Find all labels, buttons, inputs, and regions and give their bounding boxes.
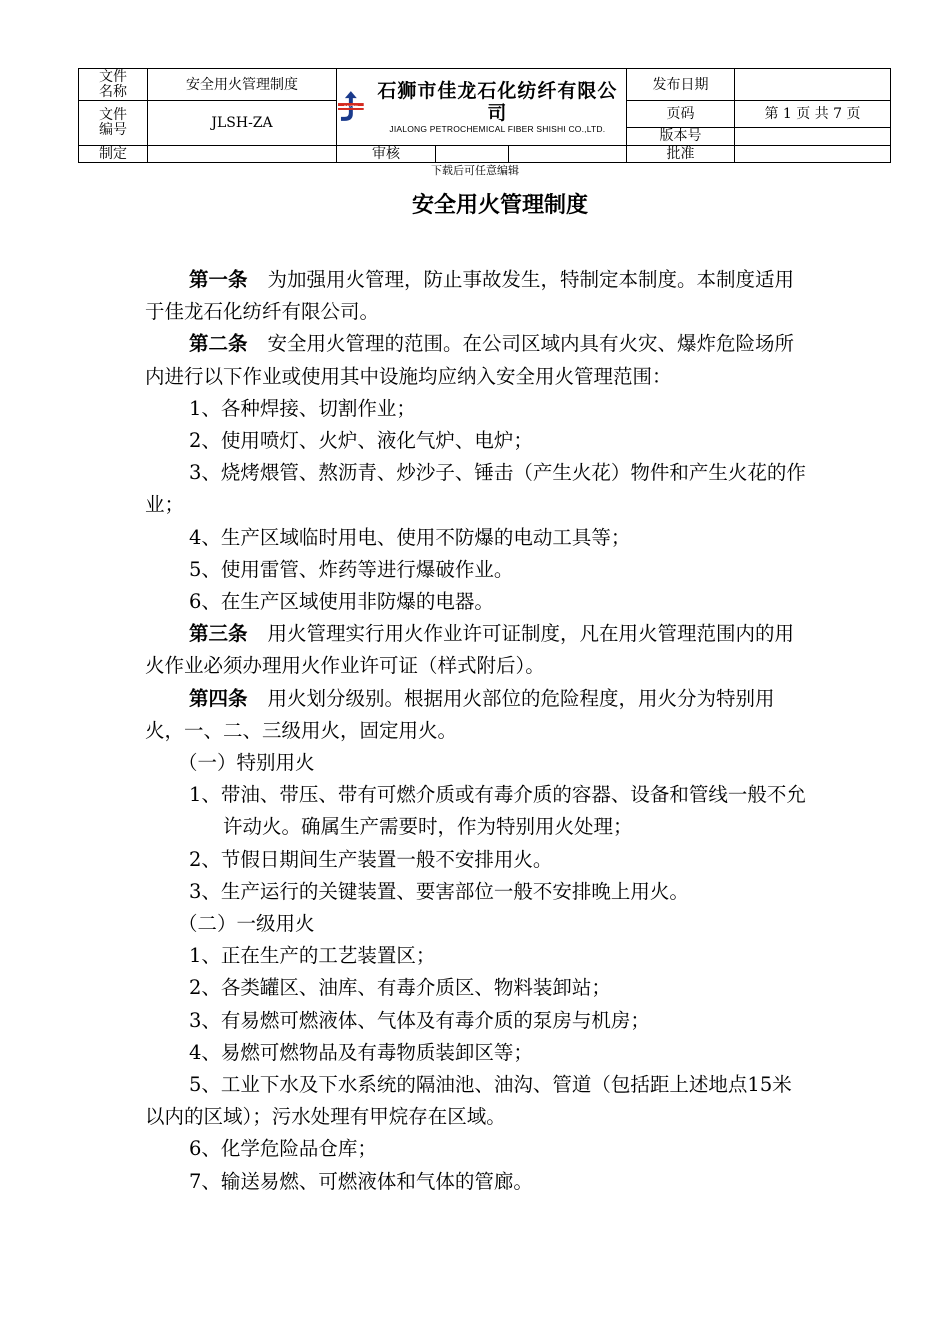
article-4-heading: 第四条 xyxy=(189,686,248,710)
logo-text: JIALONG xyxy=(343,104,359,109)
approve-value xyxy=(735,146,891,163)
list-item: 5、工业下水及下水系统的隔油池、油沟、管道（包括距上述地点15米以内的区域）；污水处理有甲烷存在区域。 xyxy=(145,1073,792,1129)
list-item: 3、有易燃可燃液体、气体及有毒介质的泵房与机房； xyxy=(189,1008,650,1032)
list-item: 6、在生产区域使用非防爆的电器。 xyxy=(189,590,494,614)
article-1 xyxy=(145,264,807,328)
company-logo xyxy=(337,70,626,144)
list-item: 1、带油、带压、带有可燃介质或有毒介质的容器、设备和管线一般不允许动火。确属生产需要时，作为特别用火处理； xyxy=(189,783,806,839)
doc-name-value: 安全用火管理制度 xyxy=(148,69,337,101)
review-cell xyxy=(337,146,627,163)
list-item: 3、生产运行的关键装置、要害部位一般不安排晚上用火。 xyxy=(189,879,689,903)
list-item: 7、输送易燃、可燃液体和气体的管廊。 xyxy=(189,1169,533,1193)
article-2-text: 安全用火管理的范围。在公司区域内具有火灾、爆炸危险场所内进行以下作业或使用其中设施均应纳入安全用火管理范围： xyxy=(145,332,795,388)
version-value xyxy=(735,128,890,145)
made-by-value xyxy=(148,146,337,163)
document-title xyxy=(0,188,950,219)
company-name-en: JIALONG PETROCHEMICAL FIBER SHISHI CO.,LTD. xyxy=(389,123,606,134)
page-version-labels xyxy=(627,101,735,146)
article-1-text: 为加强用火管理，防止事故发生，特制定本制度。本制度适用于佳龙石化纺纤有限公司。 xyxy=(145,268,795,324)
article-2 xyxy=(145,328,807,392)
release-date-value xyxy=(735,69,891,101)
list-item: 2、各类罐区、油库、有毒介质区、物料装卸站； xyxy=(189,976,611,1000)
version-label: 版本号 xyxy=(659,128,702,144)
doc-no-label-text: 文件编号 xyxy=(99,107,127,138)
page-value: 第 1 页 共 7 页 xyxy=(735,101,890,128)
list-item: 3、烧烤煨管、熬沥青、炒沙子、锤击（产生火花）物件和产生火花的作业； xyxy=(145,461,806,517)
document-title-text: 安全用火管理制度 xyxy=(411,193,588,218)
list-item: 5、使用雷管、炸药等进行爆破作业。 xyxy=(189,557,514,581)
review-blank xyxy=(509,146,626,162)
section-heading: （一）特别用火 xyxy=(178,751,315,775)
article-2-heading: 第二条 xyxy=(189,332,248,356)
list-item: 6、化学危险品仓库； xyxy=(189,1137,377,1161)
made-by-label: 制定 xyxy=(79,146,148,163)
doc-name-label xyxy=(79,69,148,101)
list-item: 1、正在生产的工艺装置区； xyxy=(189,944,436,968)
article-1-heading: 第一条 xyxy=(189,268,248,291)
article-3-text: 用火管理实行用火作业许可证制度，凡在用火管理范围内的用火作业必须办理用火作业许可证（样式附后）。 xyxy=(145,622,795,678)
list-item: 2、使用喷灯、火炉、液化气炉、电炉； xyxy=(189,429,533,453)
edit-note: 下载后可任意编辑 xyxy=(431,164,519,177)
page-label: 页码 xyxy=(627,101,734,128)
company-logo-cell xyxy=(337,69,627,146)
company-name-cn: 石狮市佳龙石化纺纤有限公司 xyxy=(377,79,618,124)
company-logo-icon xyxy=(337,90,365,124)
article-4-text: 用火划分级别。根据用火部位的危险程度，用火分为特别用火，一、二、三级用火，固定用火。 xyxy=(145,686,775,742)
doc-name-label-text: 文件名称 xyxy=(99,68,127,100)
review-value xyxy=(436,146,509,162)
document-header-table xyxy=(78,68,891,163)
list-item: 2、节假日期间生产装置一般不安排用火。 xyxy=(189,847,553,871)
article-3-heading: 第三条 xyxy=(189,622,248,646)
release-date-label: 发布日期 xyxy=(627,69,735,101)
article-3 xyxy=(145,618,807,682)
list-item: 4、生产区域临时用电、使用不防爆的电动工具等； xyxy=(189,525,631,549)
approve-label: 批准 xyxy=(627,146,735,163)
document-body xyxy=(145,264,807,1198)
page-version-values xyxy=(735,101,891,146)
doc-no-label xyxy=(79,101,148,146)
section-heading: （二）一级用火 xyxy=(178,912,315,936)
list-item: 1、各种焊接、切割作业； xyxy=(189,396,416,420)
review-label: 审核 xyxy=(337,146,436,162)
list-item: 4、易燃可燃物品及有毒物质装卸区等； xyxy=(189,1040,533,1064)
article-4 xyxy=(145,683,807,747)
doc-no-value: JLSH-ZA xyxy=(148,101,337,146)
